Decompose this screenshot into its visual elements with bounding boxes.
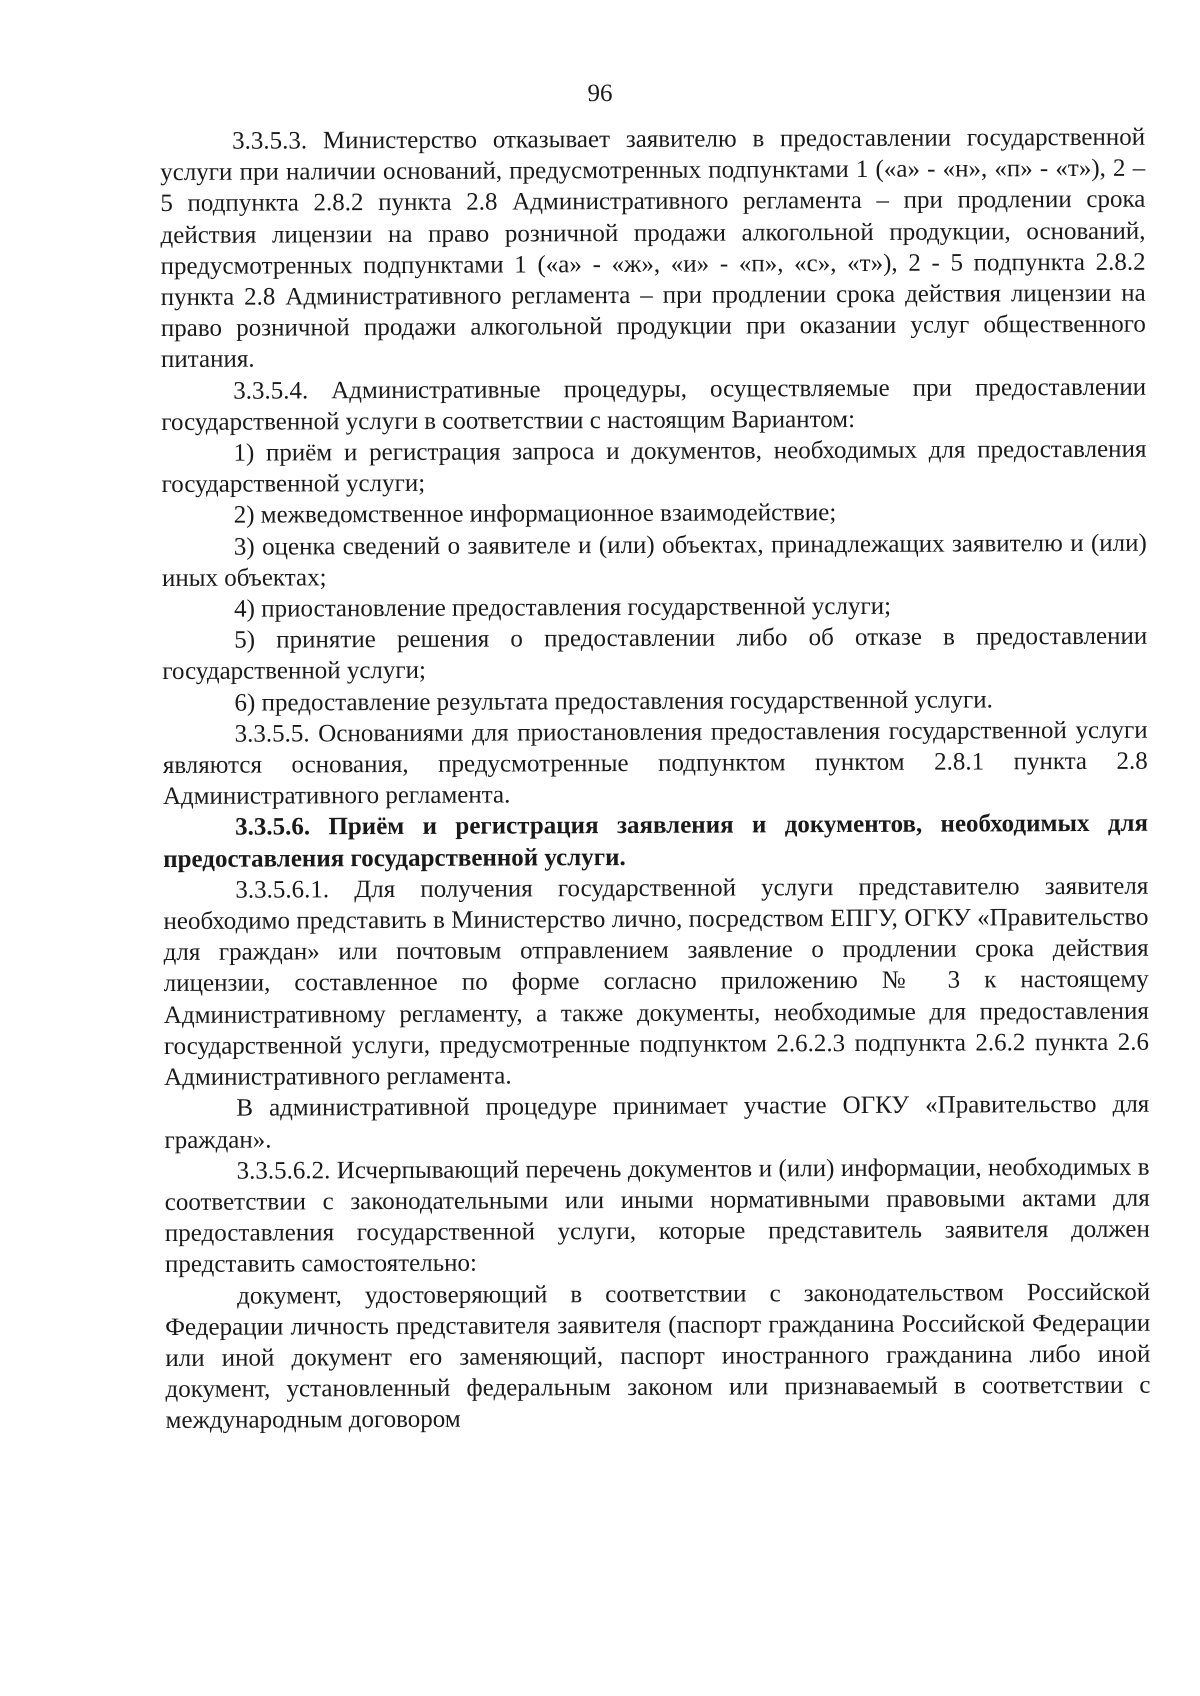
paragraph-3-3-5-3: 3.3.5.3. Министерство отказывает заявителю в предоставлении государственной услуги при наличии оснований, предусмотренных подпунктами 1 («а» - «н», «п» - «т»), 2 – 5 подпункта 2.8.2 пункта 2.8 Административного регламента – при продлении срока действия лицензии на право розничной продажи алкогольной продукции, оснований, предусмотренных подпунктами 1 («а» - «ж», «и» - «п», «с», «т»), 2 - 5 подпункта 2.8.2 пункта 2.8 Административного регламента – при продлении срока действия лицензии на право розничной продажи алкогольной продукции при оказании услуг общественного питания.: [160, 123, 1146, 374]
list-item-4: 4) приостановление предоставления государственной услуги;: [234, 592, 892, 623]
list-item-1: 1) приём и регистрация запроса и документов, необходимых для предоставления государственной услуги;: [161, 435, 1147, 499]
page-body: [160, 122, 1151, 1437]
page-number: 96: [587, 80, 613, 107]
list-item-2: 2) межведомственное информационное взаимодействие;: [233, 499, 837, 530]
paragraph-3-3-5-6-2: 3.3.5.6.2. Исчерпывающий перечень документов и (или) информации, необходимых в соответствии с законодательными или иными нормативными правовыми актами для предоставления государственной услуги, которые представитель заявителя должен представить самостоятельно:: [164, 1153, 1150, 1279]
paragraph-identity-document: документ, удостоверяющий в соответствии с законодательством Российской Федерации личность представителя заявителя (паспорт гражданина Российской Федерации или иной документ его заменяющий, паспорт иностранного гражданина либо иной документ, установленный федеральным законом или признаваемый в соответствии с международным договором: [165, 1278, 1151, 1435]
list-item-6: 6) предоставление результата предоставления государственной услуги.: [234, 686, 993, 717]
paragraph-participation: В административной процедуре принимает участие ОГКУ «Правительство для граждан».: [164, 1090, 1150, 1154]
list-item-3: 3) оценка сведений о заявителе и (или) объектах, принадлежащих заявителю и (или) иных объектах;: [161, 529, 1147, 592]
list-item-5: 5) принятие решения о предоставлении либо об отказе в предоставлении государственной услуги;: [162, 622, 1148, 686]
section-heading-3-3-5-6: 3.3.5.6. Приём и регистрация заявления и документов, необходимых для предоставления государственной услуги.: [163, 810, 1149, 873]
paragraph-3-3-5-6-1: 3.3.5.6.1. Для получения государственной услуги представителю заявителя необходимо представить в Министерство лично, посредством ЕПГУ, ОГКУ «Правительство для граждан» или почтовым отправлением заявление о продлении срока действия лицензии, составленное по форме согласно приложению № 3 к настоящему Административному регламенту, а также документы, необходимые для предоставления государственной услуги, предусмотренные подпунктом 2.6.2.3 подпункта 2.6.2 пункта 2.6 Административного регламента.: [163, 872, 1150, 1092]
paragraph-3-3-5-4: 3.3.5.4. Административные процедуры, осуществляемые при предоставлении государственной услуги в соответствии с настоящим Вариантом:: [161, 373, 1147, 436]
paragraph-3-3-5-5: 3.3.5.5. Основаниями для приостановления предоставления государственной услуги являются основания, предусмотренные подпунктом пунктом 2.8.1 пункта 2.8 Административного регламента.: [162, 716, 1148, 811]
